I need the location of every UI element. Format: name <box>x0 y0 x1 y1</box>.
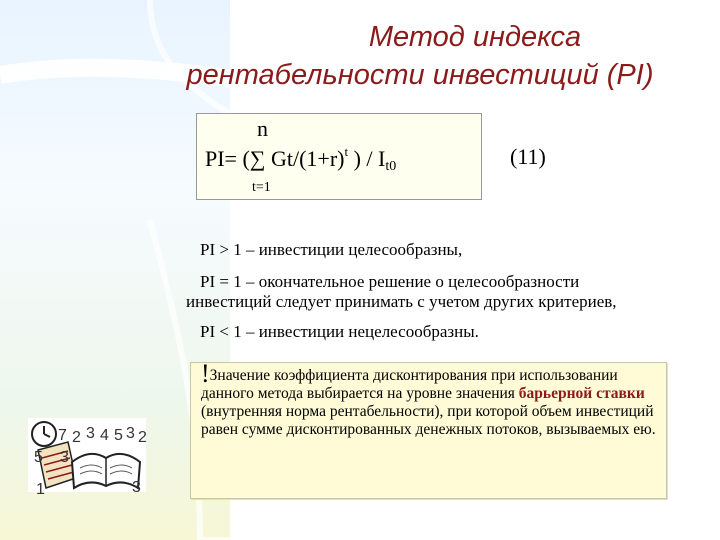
note-highlight: барьерной ставки <box>518 385 645 402</box>
title-line-2: рентабельности инвестиций (PI) <box>186 59 654 91</box>
clip-number: 2 <box>138 429 147 446</box>
formula-tail: ) / I <box>348 146 386 171</box>
calendar-book-clipart <box>28 418 147 498</box>
condition-equal-line-2: инвестиций следует принимать с учетом других критериев, <box>186 292 617 311</box>
title-line-1: Метод индекса <box>368 21 582 53</box>
formula-expression <box>205 144 396 175</box>
page-title <box>120 18 720 94</box>
clip-number: 2 <box>72 429 81 446</box>
clip-number: 1 <box>36 481 45 498</box>
note-text <box>191 359 666 439</box>
clip-number: 5 <box>34 449 43 466</box>
formula-lhs: PI= ( <box>205 146 250 171</box>
clip-number: 3 <box>126 425 135 442</box>
exclamation-icon: ! <box>201 359 210 388</box>
condition-equal-line-1: PI = 1 – окончательное решение о целесообразности <box>200 272 580 291</box>
formula-box <box>196 113 482 200</box>
clip-number: 3 <box>132 479 141 496</box>
clip-number: 5 <box>114 427 123 444</box>
sigma-symbol: ∑ <box>249 146 266 171</box>
formula-exponent: t <box>344 144 349 159</box>
clip-number: 4 <box>100 427 109 444</box>
formula-number: (11) <box>510 144 546 169</box>
formula-subscript: t0 <box>385 159 397 174</box>
clip-number: 3 <box>60 449 69 466</box>
note-box <box>190 359 667 499</box>
condition-less: PI < 1 – инвестиции нецелесообразны. <box>200 322 479 341</box>
sum-upper-limit: n <box>257 116 268 141</box>
clip-number: 3 <box>86 425 95 442</box>
condition-greater: PI > 1 – инвестиции целесообразны, <box>200 240 463 259</box>
sum-lower-limit: t=1 <box>252 180 271 195</box>
clip-number: 7 <box>58 427 67 444</box>
formula-body: Gt/(1+r) <box>265 146 345 171</box>
note-part-2: (внутренняя норма рентабельности), при которой объем инвестиций равен сумме дисконтированных денежных потоков, вызываемых ею. <box>201 403 656 438</box>
condition-equal <box>186 272 666 312</box>
note-part-1: Значение коэффициента дисконтирования при использовании данного метода выбирается на уровне значения <box>201 367 618 402</box>
